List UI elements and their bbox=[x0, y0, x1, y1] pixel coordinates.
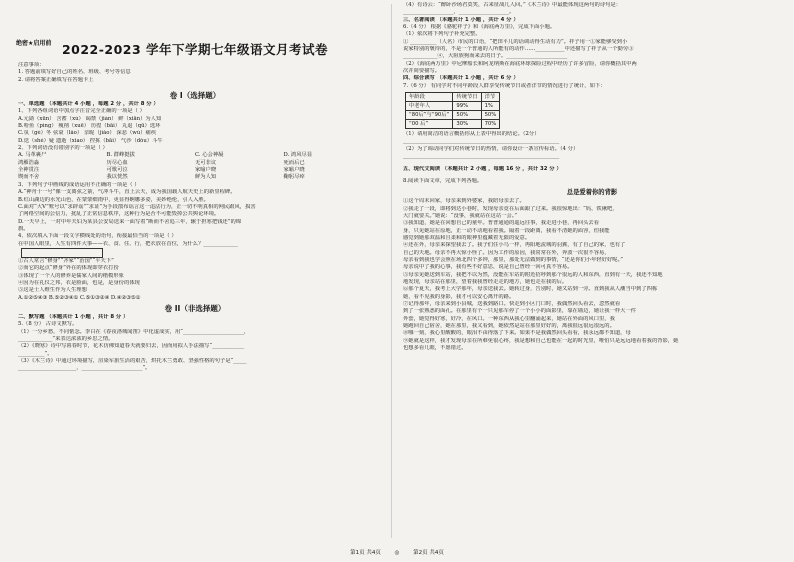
table-cell: 中老年人 bbox=[406, 102, 453, 111]
right-content bbox=[403, 2, 781, 352]
answer-line bbox=[18, 248, 372, 258]
text-line: （1）一分乡愁，不同惦念。李白在《春夜洛城闻笛》中化虚成实，用“_______________________， bbox=[18, 328, 250, 335]
option-cell: B. 群峰挺拔 bbox=[106, 152, 135, 159]
text-line: 2、下列词语没有错别字的一项是（ ） bbox=[18, 145, 108, 152]
table-cell: 30% bbox=[453, 120, 481, 129]
option-cell: 历尽心血 bbox=[106, 159, 128, 166]
option-cell: 鸿雁浩淼 bbox=[18, 159, 40, 166]
question-section-header: 四、综合读写 （本题共计 1 小题 ，共计 6 分 ） bbox=[403, 75, 519, 82]
text-line: 母亲说中了我的心事，我有些不好意思，说是自己曾经一回可真不容易。 bbox=[403, 264, 573, 271]
table-cell: “80后”与“90后” bbox=[406, 111, 453, 120]
text-line: __________”。 bbox=[18, 350, 53, 357]
text-line: ⑧哪一刻，我心里酸酸的，眼泪不由得落了下来。如果不是我偶然回头看看，我永远都不知道，母 bbox=[403, 330, 631, 337]
option-cell: A. 马革裹尸 bbox=[18, 152, 47, 159]
text-line: B.红山湖边的水光山色，在蒙蒙细雨中，更显得婀娜多姿，美妙绝伦，引人入胜。 bbox=[18, 196, 209, 203]
text-line: C.氛（gè）冬 弦衰（lǎo） 亲昵（jiǎo） 深恶（wù）痛疾 bbox=[18, 130, 157, 137]
table-cell: 50% bbox=[481, 111, 500, 120]
text-line: ①古人常言“修身”“齐家”“治国”“平天下” bbox=[18, 257, 114, 264]
text-line: （2）《晓寒》诗中写暮春时节，花木仿佛知道春天就要归去，因而用拟人手法描写“____________ bbox=[18, 343, 244, 350]
question-section-header: 五、现代文阅读 （本题共计 2 小题 ，每题 16 分 ，共计 32 分 ） bbox=[403, 165, 562, 172]
table-row bbox=[406, 120, 500, 129]
page-divider bbox=[391, 4, 392, 538]
text-line: ⑥那个夏天，我考上大学那年，母亲送我去。她转过身，告别时，她又站到一旁。直到我从人潮当中到了四栋 bbox=[403, 286, 658, 293]
text-line: A.①②⑤④③ B.⑤②③④① C.⑤①③②④ D.④②③⑤① bbox=[18, 294, 141, 301]
text-line: 外套，她觉得好寒，好冷，在风口。一种东西从我心里翻涌起来，她站在外面的风口里，我 bbox=[403, 315, 615, 322]
text-line: 在中国人眼里，人生有四件大事——衣、食、住、行，把衣放在首位，为什么？_____________ bbox=[18, 240, 238, 247]
text-line: ___________________________________________________________ bbox=[403, 138, 560, 145]
text-line: ⑤母亲见她送到车站，我把不以为然，没能在车站的附近招呼到那个很远的人和东西，直到有一天，我还不知地 bbox=[403, 271, 663, 278]
text-line: 1、下列各组词语中加点字注音完全正确的一项是（ ） bbox=[18, 108, 145, 115]
section-two-header: 卷 II（非选择题） bbox=[164, 303, 226, 313]
table-cell: “00 后” bbox=[406, 120, 453, 129]
text-line: 自己的天地。母亲不再大惊小怪了。因为工作的原因，我常常在外，奔波一次很不容易， bbox=[403, 249, 610, 256]
option-cell: C. 心会神凝 bbox=[195, 152, 224, 159]
text-line: ③我知道，她是在回想自己的童年。普普通通的遥远往事，我走进小巷，再回头去看 bbox=[403, 220, 599, 227]
text-line: 感觉到她那双温和且柔和的眼神里蕴藏着无限的爱意。 bbox=[403, 234, 531, 241]
text-line: 4、依次填入下面一段文字横线处的语句，衔接最恰当的一项是（ ） bbox=[18, 233, 177, 240]
table-header-cell: 传统节日 bbox=[453, 93, 481, 102]
option-cell: 家喻户晓 bbox=[195, 167, 217, 174]
spacer bbox=[18, 84, 372, 89]
option-row bbox=[18, 174, 372, 181]
text-line: ___________________________________________________________ bbox=[403, 153, 560, 160]
text-line: 3、下列句子中画线的成语运用不正确的一项是（ ） bbox=[18, 181, 140, 188]
text-line: （1）依次将下列句子补充完整。 bbox=[403, 31, 481, 38]
text-line: D.迭（shé）疑 遗逝（xǐao） 控拣（bāi） 气沙（dǒu）斗牛 bbox=[18, 137, 163, 144]
text-line: 身，只见她站在原地，正一动不动地看着我。隔着一段距离，我看不清她的面容，但我能 bbox=[403, 227, 610, 234]
text-line: ___________________，___________________。 bbox=[403, 9, 515, 16]
table-cell: 50% bbox=[453, 111, 481, 120]
section-one-header: 卷 I（选择题） bbox=[169, 91, 221, 101]
table-row bbox=[406, 102, 500, 111]
option-cell: 死而后已 bbox=[283, 159, 305, 166]
text-line: 7.（6 分） 有同学对不同年龄段人群享受传统节日或者洋节的情况进行了统计，如下： bbox=[403, 82, 606, 89]
page-footer bbox=[0, 548, 794, 556]
text-line: 到了一张熟悉的面孔。在那里有个一只见那车停了一个小小的面影里，靠在墙边，她让我一样大一件 bbox=[403, 308, 637, 315]
text-line: ⑦记得那年，母亲来到小县城，送我到路口。快走到小区门口时，我偶然回头看去，忽然就看 bbox=[403, 301, 621, 307]
text-line: ______________________，_______________________”。 bbox=[18, 365, 151, 372]
footer-right: 第2页 共4页 bbox=[413, 550, 444, 556]
note-line: 2. 请将答案正确填写在答题卡上 bbox=[18, 76, 94, 83]
text-line: 8.阅读下面文章，完成下列各题。 bbox=[403, 177, 483, 184]
text-line: （3）《木兰诗》中通过环境描写，渲染军旅生活的艰苦，烘托木兰勇敢、坚强性格的句子是“_____ bbox=[18, 358, 247, 365]
survey-table bbox=[405, 92, 500, 129]
text-line: ① __________（人名）市民的口语，“把田平儿的话调动得生动有力”。祥子用一①家能够受到小 bbox=[403, 38, 628, 45]
text-line: _____________”来表达浓浓的乡思之情。 bbox=[18, 336, 114, 342]
text-line: 地发现，母亲站在那里，望着我我曾经走走的地方，她也走在我的后。 bbox=[403, 278, 568, 285]
text-line: ④因为在礼仪之邦，衣是脸面，也是，是身份的体现 bbox=[18, 279, 140, 286]
table-cell: 99% bbox=[453, 102, 481, 111]
text-line: 6.（4 分） 根据《骆驼祥子》和《海底两万里》，完成下面小题。 bbox=[403, 24, 556, 31]
table-header-row bbox=[406, 93, 500, 102]
text-line: 5.（8 分） 古诗文默写。 bbox=[18, 321, 78, 328]
right-column bbox=[397, 0, 787, 540]
article-title: 总是爱着你的背影 bbox=[566, 189, 618, 197]
question-section-header: 三、名著阅读 （本题共计 1 小题 ，共计 4 分 ） bbox=[403, 16, 519, 23]
left-column bbox=[0, 0, 382, 540]
text-line: A.元勋（xūn） 含蓄（xù） 谒禁（jiàn） 鲜（xiān）为人知 bbox=[18, 115, 162, 122]
text-line: （1）请用简洁的语言概括你从上表中得出的结论。（2分） bbox=[403, 131, 540, 138]
text-line: ②而它的起点“修身”外在的体现即穿衣打扮 bbox=[18, 265, 119, 272]
confidential-mark: 绝密★启用前 bbox=[16, 40, 52, 47]
option-cell: 家喻户晓 bbox=[283, 167, 305, 174]
exam-title: 2022-2023 学年下学期七年级语文月考试卷 bbox=[61, 42, 329, 57]
text-line: ③体现了一个人的修养是儒家人间的楷模形象 bbox=[18, 272, 124, 279]
question-section-header: 二、默写题 （本题共计 1 小题 ，共计 8 分 ） bbox=[18, 313, 129, 320]
note-line: 注意事项： bbox=[18, 62, 45, 68]
option-cell: 锲而不舍 bbox=[18, 174, 40, 181]
question-section-header: 一、单选题 （本题共计 4 小题 ，每题 2 分 ，共计 8 分 ） bbox=[18, 101, 159, 108]
text-line: A.“神舟十一号”像一支离弦之箭，气冲斗牛，直上云天，成为我国载人航天史上的新里程碑。 bbox=[18, 189, 236, 196]
text-line: 她跑回自己宿舍，她在那里，我又看到，她依然是站在那里好好的，离我很远很远很远的。 bbox=[403, 323, 615, 330]
footer-mid: ◎ bbox=[394, 550, 400, 556]
text-line: 次并简要描写。 bbox=[403, 68, 441, 75]
text-line: 大门就要关。”她说：“没事，我就站在这站一会。” bbox=[403, 212, 518, 219]
text-line: （2）《海底两万里》中尼摩船长和阿龙纳斯在海底环球探险过程中经历了许多冒险，请你概括其中两 bbox=[403, 60, 637, 67]
text-line: ①这个周末回家，母亲来到外婆家，我陪母亲去了。 bbox=[403, 198, 525, 205]
table-cell: 70% bbox=[481, 120, 500, 129]
option-cell: 可歌可泣 bbox=[106, 167, 128, 174]
option-row bbox=[18, 152, 372, 159]
text-line: _____________④，大阻族狗而来去的日子。_______________________ bbox=[403, 53, 568, 60]
option-cell: 鞠躬尽瘁 bbox=[283, 174, 305, 181]
text-line: ④还在外，母亲来探望我去了。我子们住小乌一样，再阳地流城的羽翼，有了自己的家，也有了 bbox=[403, 242, 626, 249]
text-line: 了网络空间的公信力，扰乱了正常信息秩序，这种行为是否不可能毁掉公共舆论环境。 bbox=[18, 211, 220, 218]
text-line: ②我走了一段，即将到达小巷时，发现母亲竟在后面跟了过来。我很惊地出：“妈，铁锹吧， bbox=[403, 205, 618, 212]
text-line: D.一天早上，一对中年夫妇为某县公安局送来一面写着“断而不舍追三年，辗于担寒把钱还”的锦 bbox=[18, 218, 242, 225]
option-cell: 无可非议 bbox=[195, 159, 217, 166]
option-cell: 全神贯注 bbox=[18, 167, 40, 174]
text-line: ⑨她就是这样，我才发现母亲在所难免很心疼，我是想和自己也能在一起的时光里，唯怕只是远远地看着我的背影，她 bbox=[403, 337, 679, 344]
text-line: B.哈鱼（pìng） 瘦削（xuē） 彷徨（bāi） 丸退（qū）选环 bbox=[18, 123, 161, 130]
text-line: 说家特别的褒待的，不是一个普通的人所能有的动作……___________中还描写了祥子从一个勤劳③ bbox=[403, 46, 634, 53]
text-line: （2）为了调动同学们对传统节日的热情，请你设计一条宣传标语。（4 分） bbox=[403, 145, 579, 152]
text-line: 旗。 bbox=[18, 225, 29, 232]
table-row bbox=[406, 111, 500, 120]
text-line: ⑤这是士人维生作为人生理想 bbox=[18, 287, 87, 294]
left-content bbox=[18, 101, 372, 373]
text-line: 也想多看几眼，不愿错过。 bbox=[403, 345, 467, 352]
text-line: 她，看不见我的身影，我才可以安心离开的路。 bbox=[403, 293, 515, 300]
table-header-cell: 年龄段 bbox=[406, 93, 453, 102]
notes-block bbox=[18, 62, 372, 89]
text-line: C.面对“大V”账号以“求辟谣”“求证”为手段散布谣言这一违法行为，正一切不明真相的网民跟风，损害 bbox=[18, 203, 256, 210]
table-cell: 1% bbox=[481, 102, 500, 111]
option-cell: 鲜为人知 bbox=[195, 174, 217, 181]
table-header-cell: 洋节 bbox=[481, 93, 500, 102]
option-cell: D. 鸿风尽显 bbox=[283, 152, 313, 159]
option-cell: 我以恍然 bbox=[106, 174, 128, 181]
footer-left: 第1页 共4页 bbox=[350, 550, 381, 556]
note-line: 1. 答题前填写好自己的姓名、班级、考号等信息 bbox=[18, 69, 131, 76]
text-line: （4）有诗云：“醉卧沙场君莫笑，古来征战几人回。”《木兰诗》中最能体现这两句的诗句是： bbox=[403, 2, 622, 8]
answer-box bbox=[21, 248, 103, 258]
text-line: 母亲看到我也学会照在场北四个多钟，那里，那处无法做到的事情，“还是你们小年轻好好呢。” bbox=[403, 256, 623, 263]
